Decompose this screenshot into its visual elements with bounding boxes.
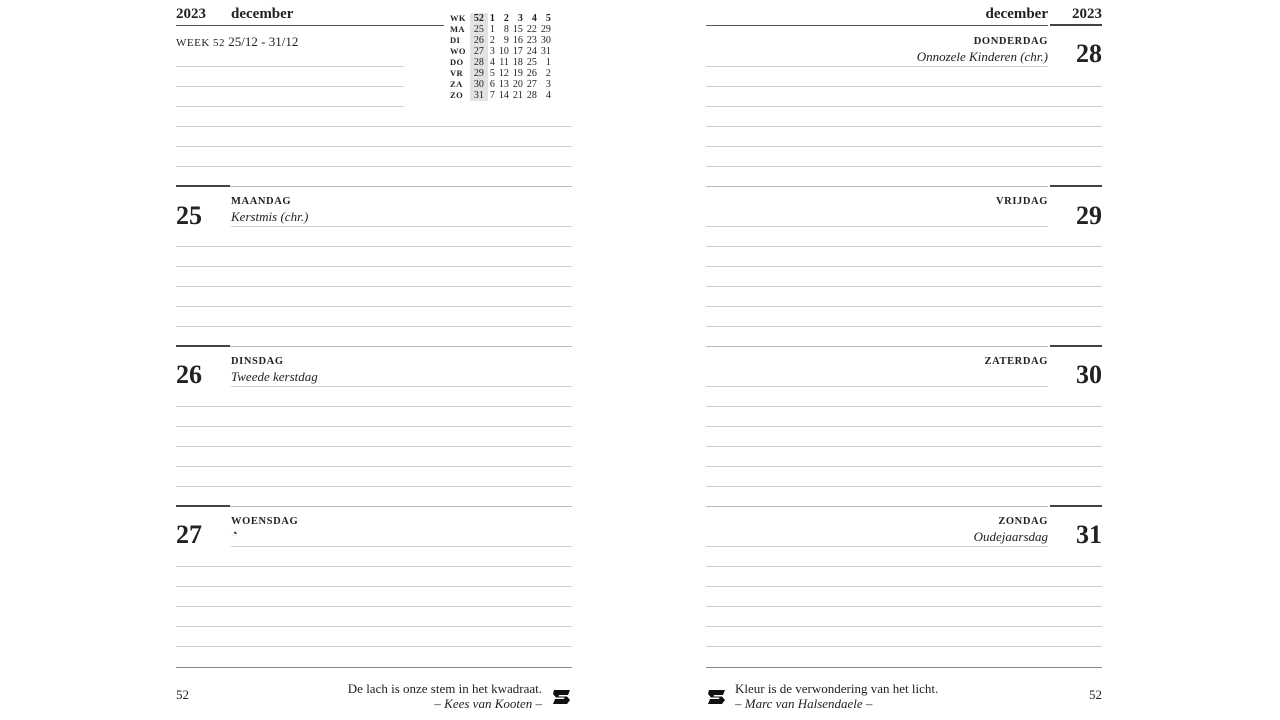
header-month: december	[231, 6, 294, 22]
day-separator	[706, 346, 1048, 347]
calendar-cell: 15	[512, 24, 523, 35]
note-line[interactable]	[176, 486, 572, 487]
calendar-cell: 4	[489, 57, 495, 68]
calendar-cell: 19	[512, 68, 523, 79]
calendar-cell: 17	[512, 46, 523, 57]
day-separator-thick	[176, 505, 230, 507]
note-line[interactable]	[706, 646, 1102, 647]
header-rule	[176, 25, 444, 26]
note-line[interactable]	[231, 226, 572, 227]
calendar-cell: 26	[526, 68, 537, 79]
day-separator	[230, 506, 572, 507]
note-line[interactable]	[706, 626, 1102, 627]
calendar-cell: 23	[526, 35, 537, 46]
note-line	[176, 126, 572, 127]
day-name: MAANDAG	[231, 196, 292, 207]
calendar-cell: 2	[503, 13, 509, 24]
bottom-rule	[176, 667, 572, 668]
week-range: 25/12 - 31/12	[228, 34, 299, 49]
calendar-cell: 18	[512, 57, 523, 68]
calendar-row	[448, 90, 553, 101]
calendar-cell: WK	[450, 13, 466, 23]
note-line[interactable]	[706, 126, 1102, 127]
calendar-cell: DI	[450, 35, 461, 45]
bottom-rule	[706, 667, 1102, 668]
calendar-cell: ZA	[450, 79, 463, 89]
calendar-cell: DO	[450, 57, 464, 67]
day-holiday: Tweede kerstdag	[231, 369, 318, 384]
note-line[interactable]	[176, 266, 572, 267]
calendar-cell: 28	[470, 57, 488, 68]
calendar-cell: 27	[470, 46, 488, 57]
note-line[interactable]	[706, 426, 1102, 427]
calendar-cell: 10	[498, 46, 509, 57]
left-page	[176, 0, 572, 720]
note-line[interactable]	[176, 446, 572, 447]
calendar-row	[448, 35, 553, 46]
note-line[interactable]	[706, 246, 1102, 247]
calendar-row	[448, 24, 553, 35]
calendar-cell: VR	[450, 68, 464, 78]
calendar-cell: 3	[545, 79, 551, 90]
note-line[interactable]	[706, 86, 1102, 87]
note-line[interactable]	[706, 586, 1102, 587]
calendar-cell: 28	[526, 90, 537, 101]
calendar-cell: 5	[489, 68, 495, 79]
note-line[interactable]	[706, 606, 1102, 607]
note-line[interactable]	[176, 466, 572, 467]
note-line[interactable]	[176, 426, 572, 427]
day-holiday: Onnozele Kinderen (chr.)	[916, 49, 1048, 64]
quote-text: De lach is onze stem in het kwadraat.	[347, 681, 542, 696]
note-line[interactable]	[706, 406, 1102, 407]
note-line[interactable]	[706, 286, 1102, 287]
calendar-cell: 13	[498, 79, 509, 90]
calendar-cell: MA	[450, 24, 465, 34]
note-line[interactable]	[706, 66, 1048, 67]
calendar-cell: 1	[489, 13, 495, 24]
quote	[348, 681, 542, 711]
s-logo-icon	[706, 686, 728, 708]
right-page	[706, 0, 1102, 720]
calendar-cell: 4	[545, 90, 551, 101]
calendar-cell: 11	[499, 57, 509, 68]
day-separator	[706, 186, 1048, 187]
calendar-cell: 30	[470, 79, 488, 90]
page-number: 52	[176, 687, 189, 702]
calendar-cell: 14	[498, 90, 509, 101]
calendar-cell: 8	[503, 24, 509, 35]
header-rule	[706, 25, 1048, 26]
page-number: 52	[1089, 687, 1102, 702]
header-month: december	[985, 6, 1048, 22]
note-line[interactable]	[176, 326, 572, 327]
note-line	[176, 166, 572, 167]
calendar-cell: 9	[503, 35, 509, 46]
note-line[interactable]	[706, 226, 1048, 227]
calendar-cell: 7	[489, 90, 495, 101]
header-rule-thick	[1050, 24, 1102, 26]
note-line	[176, 146, 572, 147]
day-separator-thick	[176, 185, 230, 187]
day-name: ZONDAG	[998, 516, 1048, 527]
calendar-cell: 1	[545, 57, 551, 68]
day-number: 30	[1076, 360, 1102, 389]
week-info	[176, 34, 298, 50]
note-line	[176, 106, 404, 107]
note-line[interactable]	[176, 646, 572, 647]
calendar-cell: 4	[531, 13, 537, 24]
day-holiday: Kerstmis (chr.)	[231, 209, 309, 224]
day-number: 31	[1076, 520, 1102, 549]
day-separator-thick	[1050, 185, 1102, 187]
calendar-cell: 29	[470, 68, 488, 79]
calendar-cell: 26	[470, 35, 488, 46]
note-line[interactable]	[176, 606, 572, 607]
calendar-cell: WO	[450, 46, 466, 56]
quote-author: – Marc van Halsendaele –	[735, 696, 873, 711]
calendar-cell: 25	[526, 57, 537, 68]
note-line[interactable]	[176, 406, 572, 407]
day-separator-thick	[1050, 505, 1102, 507]
calendar-row	[448, 57, 553, 68]
calendar-cell: 20	[512, 79, 523, 90]
note-line[interactable]	[231, 386, 572, 387]
calendar-cell: 52	[470, 13, 488, 24]
note-line[interactable]	[706, 266, 1102, 267]
calendar-cell: ZO	[450, 90, 464, 100]
day-name: ZATERDAG	[984, 356, 1048, 367]
day-holiday: Oudejaarsdag	[973, 529, 1048, 544]
calendar-cell: 29	[540, 24, 551, 35]
calendar-cell: 27	[526, 79, 537, 90]
note-line[interactable]	[706, 566, 1102, 567]
note-line[interactable]	[176, 626, 572, 627]
calendar-cell: 2	[489, 35, 495, 46]
note-line[interactable]	[706, 146, 1102, 147]
day-number: 28	[1076, 39, 1102, 68]
note-line[interactable]	[706, 326, 1102, 327]
note-line[interactable]	[176, 566, 572, 567]
day-separator	[230, 346, 572, 347]
day-number: 25	[176, 201, 202, 230]
moon-phase-icon: ◔	[231, 528, 238, 540]
calendar-cell: 25	[470, 24, 488, 35]
note-line[interactable]	[706, 306, 1102, 307]
mini-calendar	[448, 13, 553, 101]
calendar-cell: 16	[512, 35, 523, 46]
day-name: WOENSDAG	[231, 516, 299, 527]
note-line[interactable]	[176, 586, 572, 587]
note-line[interactable]	[706, 106, 1102, 107]
note-line[interactable]	[176, 246, 572, 247]
note-line[interactable]	[176, 286, 572, 287]
calendar-cell: 5	[545, 13, 551, 24]
day-number: 29	[1076, 201, 1102, 230]
note-line[interactable]	[706, 546, 1048, 547]
quote-text: Kleur is de verwondering van het licht.	[735, 681, 939, 696]
calendar-cell: 6	[489, 79, 495, 90]
calendar-cell: 2	[545, 68, 551, 79]
note-line[interactable]	[706, 446, 1102, 447]
calendar-cell: 12	[498, 68, 509, 79]
calendar-cell: 31	[470, 90, 488, 101]
calendar-cell: 1	[489, 24, 495, 35]
note-line[interactable]	[706, 166, 1102, 167]
calendar-row	[448, 79, 553, 90]
day-number: 27	[176, 520, 202, 549]
calendar-cell: 21	[512, 90, 523, 101]
calendar-cell: 3	[489, 46, 495, 57]
note-line[interactable]	[176, 306, 572, 307]
quote	[735, 681, 938, 711]
note-line[interactable]	[706, 486, 1102, 487]
note-line[interactable]	[706, 386, 1048, 387]
day-name: DINSDAG	[231, 356, 284, 367]
day-separator-thick	[1050, 345, 1102, 347]
calendar-row	[448, 68, 553, 79]
day-separator	[230, 186, 572, 187]
day-name: DONDERDAG	[973, 36, 1048, 47]
s-logo-icon	[551, 686, 573, 708]
note-line	[176, 86, 404, 87]
day-separator-thick	[176, 345, 230, 347]
calendar-cell: 24	[526, 46, 537, 57]
calendar-cell: 3	[517, 13, 523, 24]
week-label: WEEK 52	[176, 37, 226, 49]
calendar-cell: 30	[540, 35, 551, 46]
header-year: 2023	[1072, 6, 1102, 22]
calendar-row	[448, 46, 553, 57]
calendar-cell: 22	[526, 24, 537, 35]
day-name: VRIJDAG	[995, 196, 1048, 207]
quote-author: – Kees van Kooten –	[434, 696, 542, 711]
note-line[interactable]	[231, 546, 572, 547]
calendar-header-row	[448, 13, 553, 24]
note-line[interactable]	[706, 466, 1102, 467]
header-year: 2023	[176, 6, 206, 22]
day-separator	[706, 506, 1048, 507]
note-line	[176, 66, 404, 67]
calendar-cell: 31	[540, 46, 551, 57]
day-number: 26	[176, 360, 202, 389]
